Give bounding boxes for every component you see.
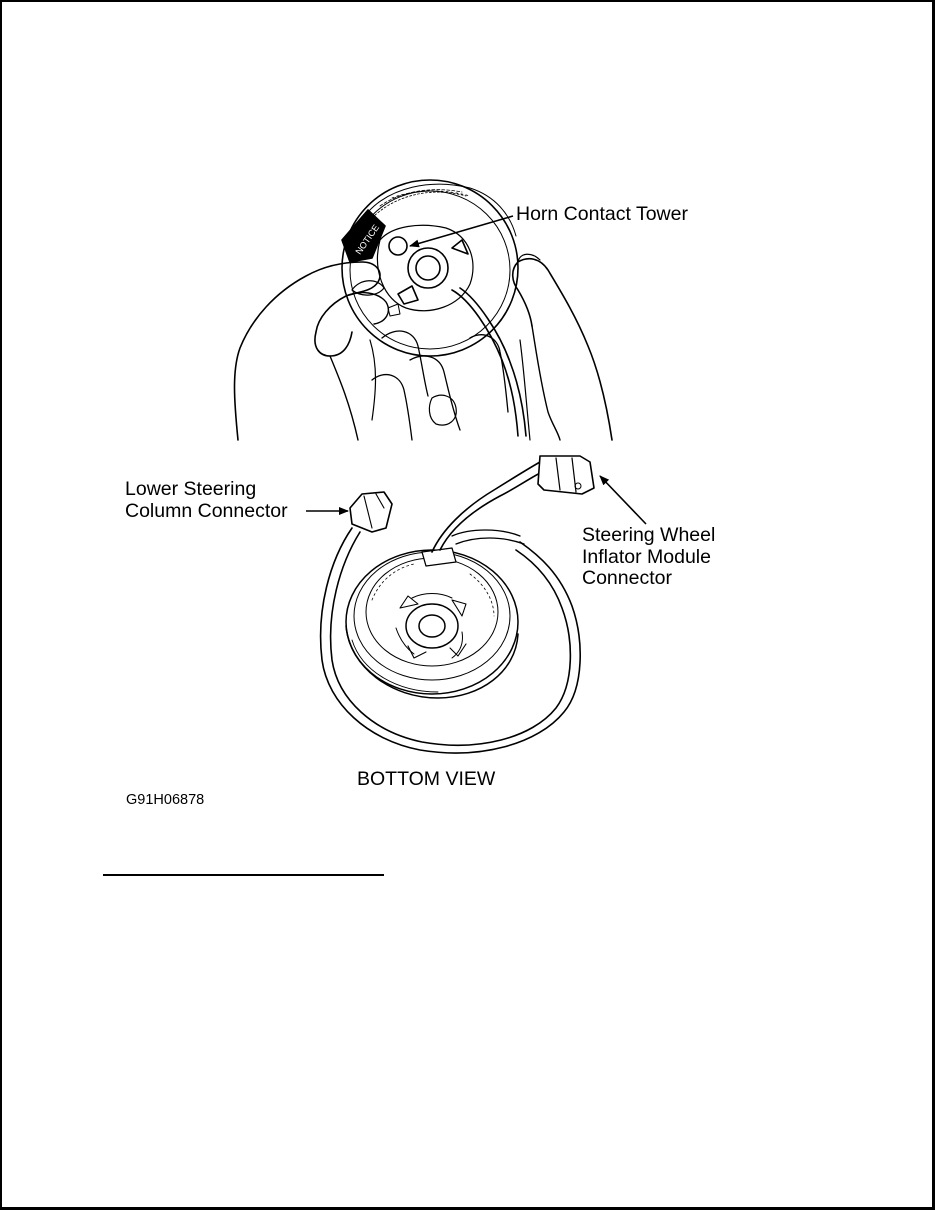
bottom-view-caption: BOTTOM VIEW <box>357 768 496 790</box>
lower-steering-column-connector-label <box>125 479 288 522</box>
steering-wheel-inflator-module-connector-label <box>582 525 715 590</box>
horizontal-rule <box>103 874 384 876</box>
figure-id: G91H06878 <box>126 792 205 808</box>
inflator-connector-label-line-3: Connector <box>582 567 672 589</box>
bottom-view-center-hub <box>406 604 458 648</box>
horn-contact-tower <box>389 237 407 255</box>
steering-wheel-inflator-module-connector <box>538 456 594 494</box>
center-hub <box>408 248 448 288</box>
inflator-connector-label-line-2: Inflator Module <box>582 545 711 568</box>
notice-sticker-text: NOTICE <box>353 222 382 257</box>
steering-wheel-inflator-connector-leader <box>600 476 646 524</box>
clockspring-bottom-view-drawing <box>321 456 594 753</box>
lower-steering-column-connector-label-line-1: Lower Steering <box>125 478 257 500</box>
lower-steering-column-connector-label-line-2: Column Connector <box>125 499 288 522</box>
horn-contact-tower-label: Horn Contact Tower <box>516 203 688 225</box>
inflator-connector-label-line-1: Steering Wheel <box>582 524 716 546</box>
